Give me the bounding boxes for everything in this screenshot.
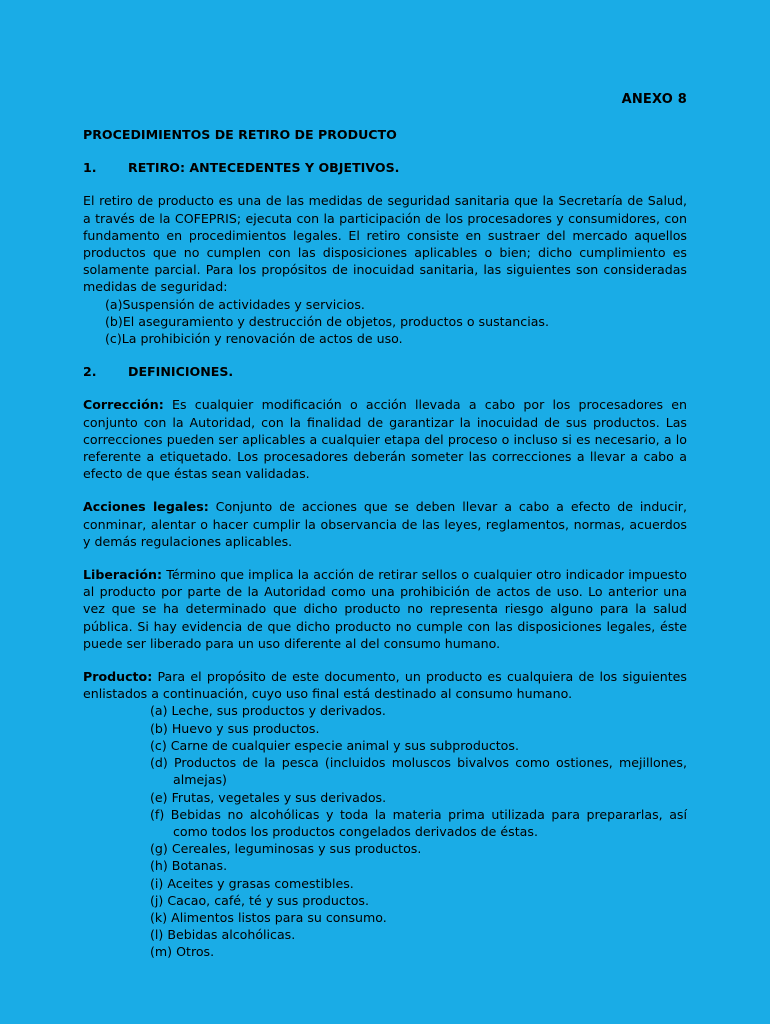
section-1-paragraph: El retiro de producto es una de las medidas de seguridad sanitaria que la Secretaría de Salud, a través de la COFEPRIS; ejecuta con la participación de los procesadores y consumidores, con fundamento en procedimientos legales. El retiro consiste en sustraer del mercado aquellos productos que no cumplen con las disposiciones aplicables o bien; dicho cumplimiento es solamente parcial. Para los propósitos de inocuidad sanitaria, las siguientes son consideradas medidas de seguridad: (83, 193, 687, 295)
list-item: (c)La prohibición y renovación de actos de uso. (105, 331, 403, 347)
list-item: (b)El aseguramiento y destrucción de objetos, productos o sustancias. (105, 313, 549, 329)
definition-term: Liberación: (83, 567, 163, 583)
list-item: (h) Botanas. (150, 858, 228, 874)
section-2-number: 2. (83, 364, 97, 380)
security-measures-list (105, 296, 687, 348)
definition-text: Para el propósito de este documento, un producto es cualquiera de los siguientes enlistados a continuación, cuyo uso final está destinado al consumo humano. (83, 669, 687, 702)
definition-term: Producto: (83, 669, 153, 685)
list-item: (b) Huevo y sus productos. (150, 720, 320, 736)
definition-liberacion (83, 566, 687, 652)
definition-term: Corrección: (83, 397, 164, 413)
definition-correccion (83, 396, 687, 482)
definition-text: Conjunto de acciones que se deben llevar a cabo a efecto de inducir, conminar, alentar o hacer cumplir la observancia de las leyes, reglamentos, normas, acuerdos y demás regulaciones aplicables. (83, 499, 687, 549)
list-item: (a)Suspensión de actividades y servicios. (105, 296, 365, 312)
definition-acciones-legales (83, 498, 687, 550)
section-2-title: DEFINICIONES. (128, 364, 234, 380)
list-item: (i) Aceites y grasas comestibles. (150, 875, 354, 891)
section-1-heading (83, 159, 687, 176)
list-item: (j) Cacao, café, té y sus productos. (150, 892, 369, 908)
section-1-title: RETIRO: ANTECEDENTES Y OBJETIVOS. (128, 160, 400, 176)
product-list (150, 702, 687, 960)
definition-term: Acciones legales: (83, 499, 209, 515)
definition-text: Es cualquier modificación o acción llevada a cabo por los procesadores en conjunto con la Autoridad, con la finalidad de garantizar la inocuidad de sus productos. Las correcciones pueden ser aplicables a cualquier etapa del proceso o incluso si es necesario, a lo referente a etiquetado. Los procesadores deberán someter las correcciones a llevar a cabo a efecto de que éstas sean validadas. (83, 397, 687, 482)
list-item: (l) Bebidas alcohólicas. (150, 927, 296, 943)
section-2-heading (83, 363, 687, 380)
list-item: (c) Carne de cualquier especie animal y sus subproductos. (150, 737, 519, 753)
annex-label: ANEXO 8 (621, 92, 687, 107)
document-body (83, 126, 687, 961)
section-1-number: 1. (83, 160, 97, 176)
list-item: (a) Leche, sus productos y derivados. (150, 703, 386, 719)
definition-text: Término que implica la acción de retirar sellos o cualquier otro indicador impuesto al producto por parte de la Autoridad como una prohibición de actos de uso. Lo anterior una vez que se ha determinado que dicho producto no representa riesgo alguno para la salud pública. Si hay evidencia de que dicho producto no cumple con las disposiciones legales, éste puede ser liberado para un uso diferente al del consumo humano. (83, 567, 687, 651)
list-item: (f) Bebidas no alcohólicas y toda la materia prima utilizada para prepararlas, así como todos los productos congelados derivados de éstas. (150, 806, 687, 839)
list-item: (k) Alimentos listos para su consumo. (150, 909, 387, 925)
list-item: (g) Cereales, leguminosas y sus productos. (150, 841, 422, 857)
list-item: (e) Frutas, vegetales y sus derivados. (150, 789, 387, 805)
definition-producto (83, 668, 687, 702)
list-item: (d) Productos de la pesca (incluidos moluscos bivalvos como ostiones, mejillones, almejas) (150, 755, 687, 788)
document-title: PROCEDIMIENTOS DE RETIRO DE PRODUCTO (83, 127, 397, 142)
list-item: (m) Otros. (150, 944, 215, 960)
